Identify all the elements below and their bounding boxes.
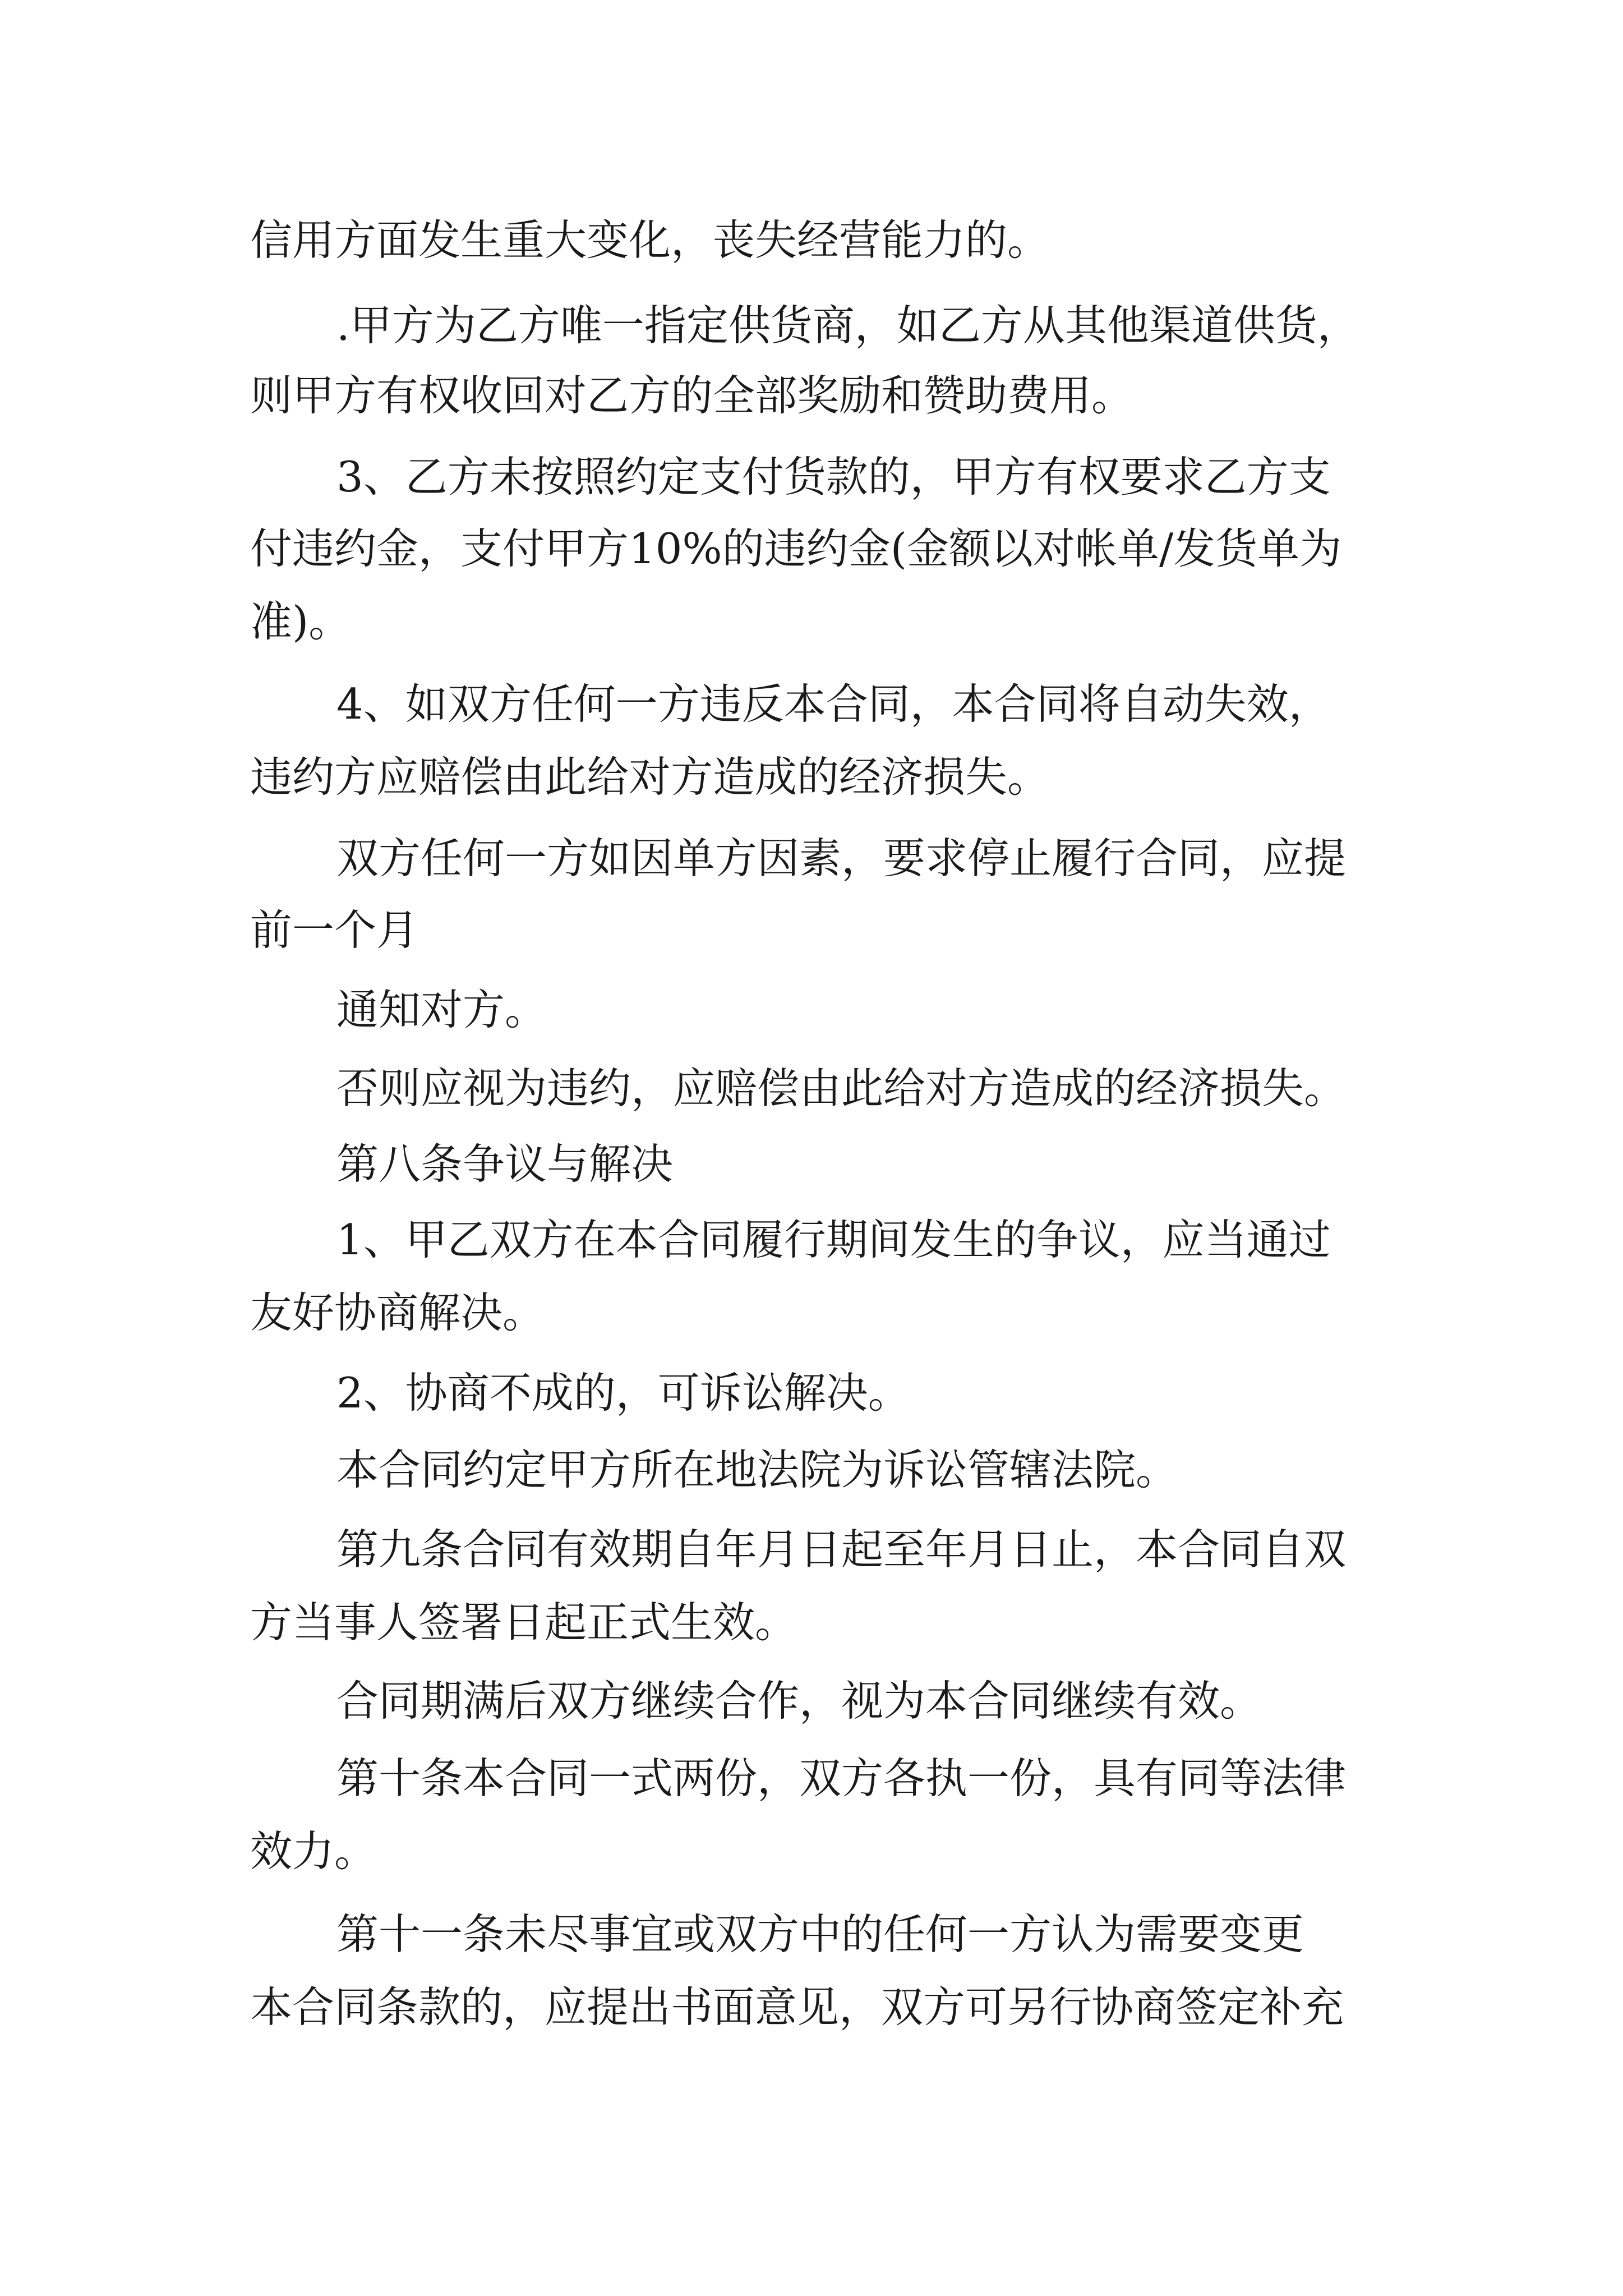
text-line: 4、如双方任何一方违反本合同，本合同将自动失效，: [336, 679, 1331, 729]
text-line: 通知对方。: [336, 985, 547, 1034]
text-line: 付违约金，支付甲方10%的违约金(金额以对帐单/发货单为: [250, 524, 1342, 573]
text-line: 准)。: [250, 597, 351, 646]
text-line: 2、协商不成的，可诉讼解决。: [336, 1368, 910, 1418]
text-line: 违约方应赔偿由此给对方造成的经济损失。: [250, 752, 1050, 802]
text-line: 信用方面发生重大变化，丧失经营能力的。: [250, 215, 1050, 265]
text-line: 否则应视为违约，应赔偿由此给对方造成的经济损失。: [336, 1064, 1347, 1113]
text-line: 友好协商解决。: [250, 1288, 545, 1337]
section-heading: 第十条本合同一式两份，双方各执一份，具有同等法律: [336, 1754, 1347, 1803]
section-heading: 第八条争议与解决: [336, 1139, 674, 1189]
text-line: 效力。: [250, 1826, 377, 1876]
text-line: 前一个月: [250, 905, 419, 955]
text-line: .甲方为乙方唯一指定供货商，如乙方从其他渠道供货，: [336, 301, 1359, 350]
text-line: 双方任何一方如因单方因素，要求停止履行合同，应提: [336, 834, 1347, 883]
text-line: 方当事人签署日起正式生效。: [250, 1598, 797, 1647]
text-line: 1、甲乙双方在本合同履行期间发生的争议，应当通过: [336, 1215, 1331, 1264]
text-line: 合同期满后双方继续合作，视为本合同继续有效。: [336, 1676, 1262, 1726]
text-line: 本合同条款的，应提出书面意见，双方可另行协商签定补充: [250, 1982, 1344, 2032]
text-line: 本合同约定甲方所在地法院为诉讼管辖法院。: [336, 1445, 1178, 1494]
text-line: 则甲方有权收回对乙方的全部奖励和赞助费用。: [250, 371, 1134, 420]
text-line: 3、乙方未按照约定支付货款的，甲方有权要求乙方支: [336, 452, 1331, 501]
section-heading: 第十一条未尽事宜或双方中的任何一方认为需要变更: [336, 1910, 1304, 1959]
section-heading: 第九条合同有效期自年月日起至年月日止，本合同自双: [336, 1525, 1347, 1574]
